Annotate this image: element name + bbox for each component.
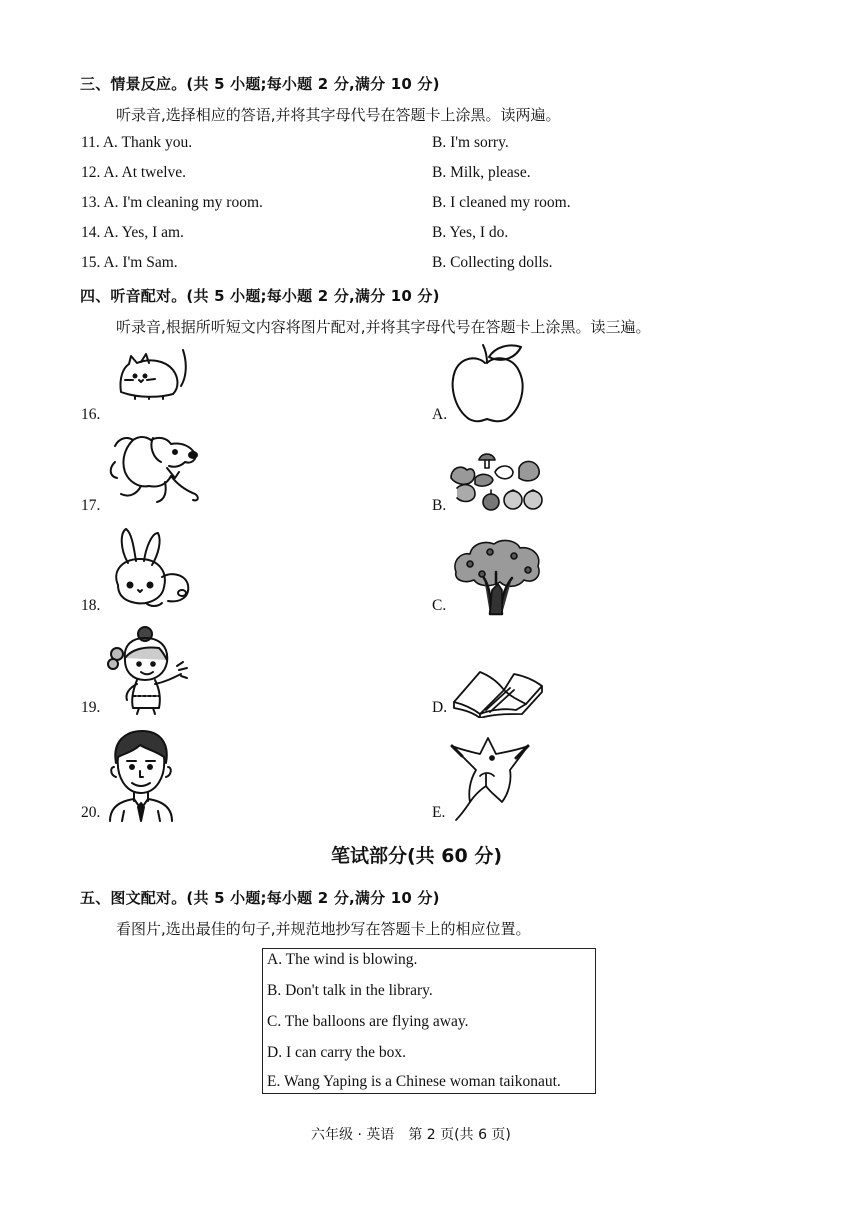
girl-icon: [103, 624, 189, 716]
option-b: B. Yes, I do.: [432, 224, 509, 241]
sentence-e: E. Wang Yaping is a Chinese woman taikonaut.: [267, 1073, 561, 1090]
sentence-a: A. The wind is blowing.: [267, 951, 418, 968]
item-17-number: 17.: [81, 497, 101, 514]
option-b: B. I'm sorry.: [432, 134, 509, 151]
item-d-letter: D.: [432, 699, 448, 716]
book-icon: [450, 668, 544, 718]
section5-instruction: 看图片,选出最佳的句子,并规范地抄写在答题卡上的相应位置。: [116, 920, 531, 938]
option-b: B. Collecting dolls.: [432, 254, 553, 271]
item-c-letter: C.: [432, 597, 447, 614]
sentence-options-box: [262, 948, 596, 1094]
question-13: [81, 194, 263, 212]
sentence-c: C. The balloons are flying away.: [267, 1013, 469, 1030]
question-12: [81, 164, 186, 182]
question-number: 14.: [81, 224, 101, 241]
item-20-number: 20.: [81, 804, 101, 821]
vegetables-icon: [447, 450, 547, 512]
item-18-number: 18.: [81, 597, 101, 614]
question-number: 11.: [81, 134, 100, 151]
option-a: A. At twelve.: [103, 164, 187, 181]
section3-instruction: 听录音,选择相应的答语,并将其字母代号在答题卡上涂黑。读两遍。: [116, 106, 561, 124]
question-number: 13.: [81, 194, 101, 211]
man-icon: [106, 727, 176, 823]
question-11: [81, 134, 192, 152]
item-e-letter: E.: [432, 804, 446, 821]
item-19-number: 19.: [81, 699, 101, 716]
rabbit-icon: [106, 527, 192, 611]
question-number: 12.: [81, 164, 101, 181]
section4-title: 四、听音配对。(共 5 小题;每小题 2 分,满分 10 分): [80, 287, 440, 305]
option-b: B. Milk, please.: [432, 164, 531, 181]
tree-icon: [450, 538, 544, 616]
sentence-b: B. Don't talk in the library.: [267, 982, 433, 999]
page-footer: 六年级 · 英语 第 2 页(共 6 页): [311, 1127, 511, 1143]
option-a: A. Yes, I am.: [103, 224, 184, 241]
question-14: [81, 224, 184, 242]
item-a-letter: A.: [432, 406, 448, 423]
section4-instruction: 听录音,根据所听短文内容将图片配对,并将其字母代号在答题卡上涂黑。读三遍。: [116, 318, 651, 336]
section5-title: 五、图文配对。(共 5 小题;每小题 2 分,满分 10 分): [80, 889, 440, 907]
option-a: A. I'm cleaning my room.: [103, 194, 263, 211]
option-a: A. Thank you.: [102, 134, 193, 151]
item-16-number: 16.: [81, 406, 101, 423]
question-number: 15.: [81, 254, 101, 271]
item-b-letter: B.: [432, 497, 447, 514]
dog-icon: [105, 432, 205, 508]
apple-icon: [449, 343, 525, 425]
written-part-title: 笔试部分(共 60 分): [331, 845, 503, 867]
option-a: A. I'm Sam.: [103, 254, 178, 271]
sentence-d: D. I can carry the box.: [267, 1044, 407, 1061]
question-15: [81, 254, 178, 272]
kite-icon: [450, 736, 532, 822]
section3-title: 三、情景反应。(共 5 小题;每小题 2 分,满分 10 分): [80, 75, 440, 93]
option-b: B. I cleaned my room.: [432, 194, 571, 211]
cat-icon: [113, 346, 195, 400]
